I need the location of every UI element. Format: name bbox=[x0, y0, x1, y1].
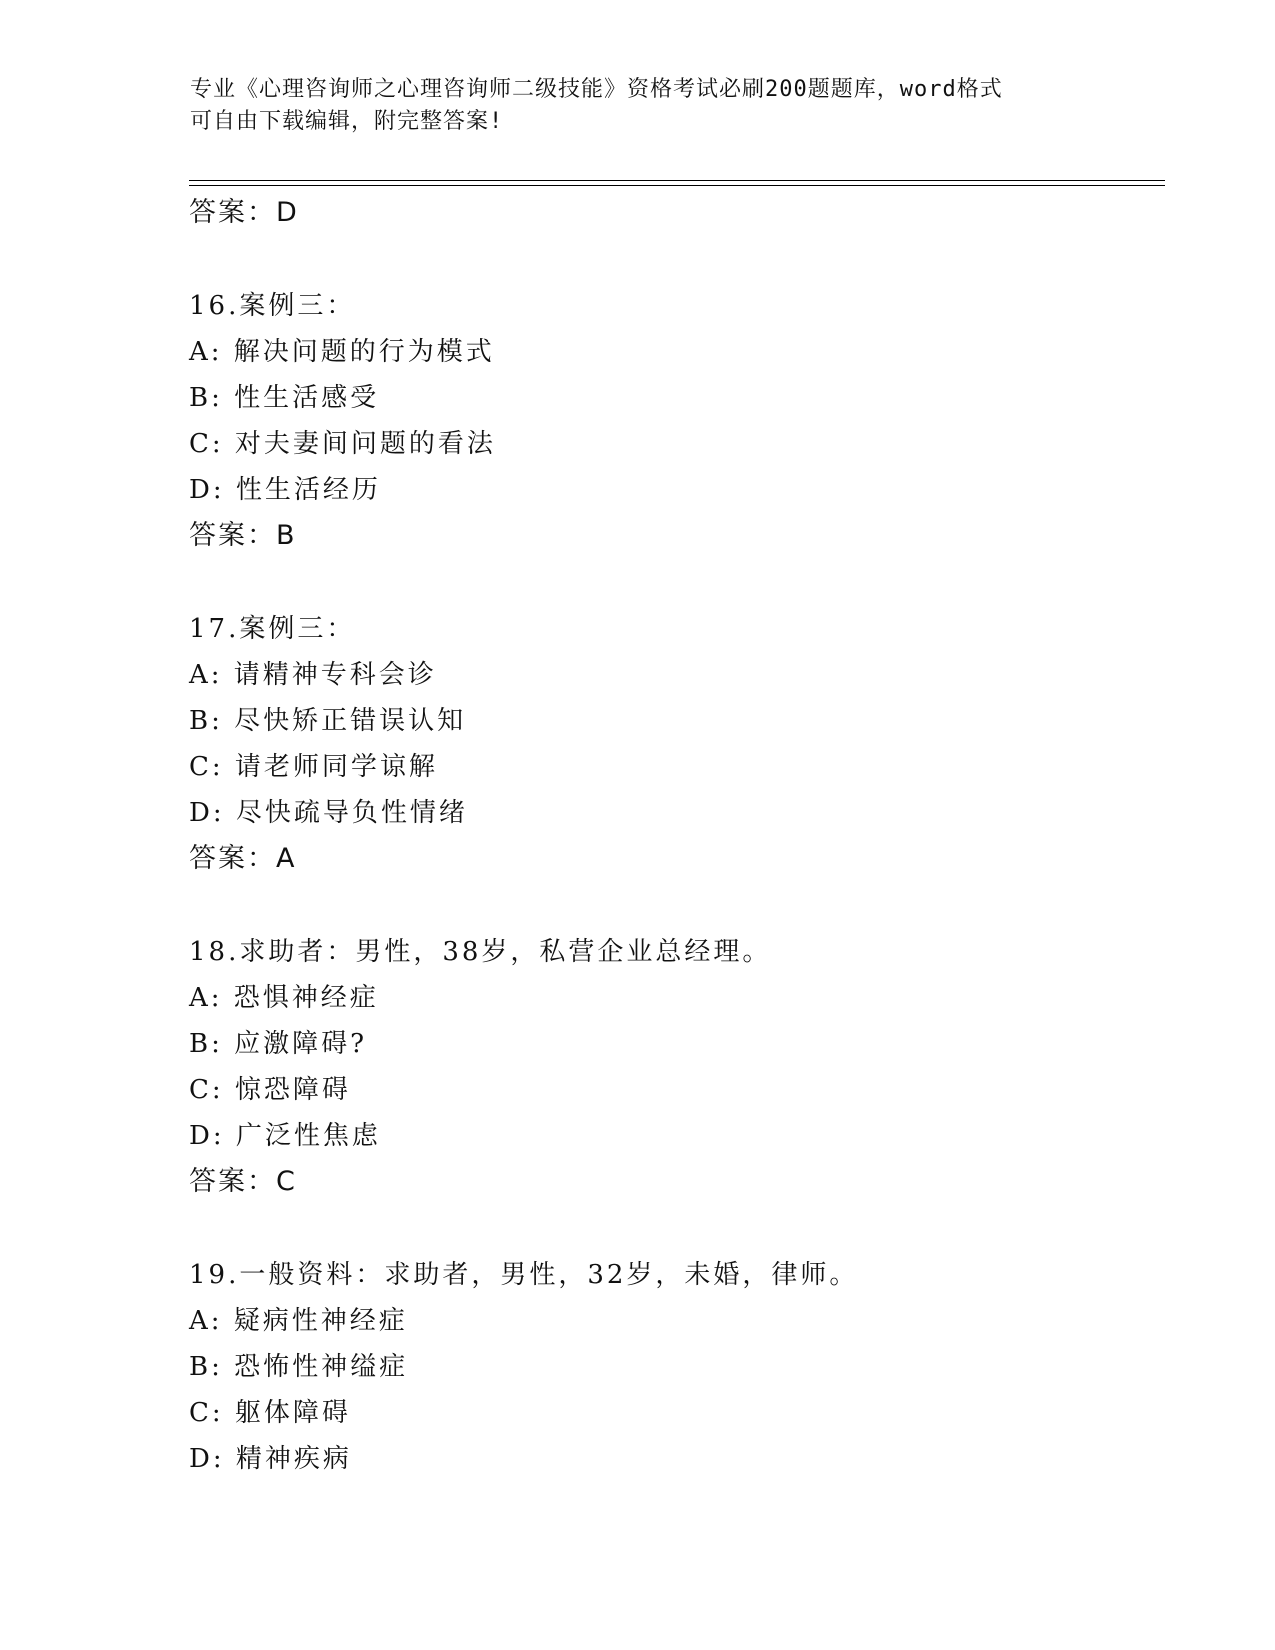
option-c: C: 惊恐障碍 bbox=[189, 1075, 351, 1105]
question-stem: 19.一般资料：求助者，男性，32岁，未婚，律师。 bbox=[189, 1260, 859, 1290]
header-divider-top bbox=[189, 180, 1165, 181]
option-d: D: 广泛性焦虑 bbox=[189, 1121, 381, 1151]
option-a: A: 解决问题的行为模式 bbox=[189, 337, 495, 367]
question-stem: 18.求助者：男性，38岁，私营企业总经理。 bbox=[189, 937, 772, 967]
question-block bbox=[189, 283, 1149, 559]
option-d: D: 性生活经历 bbox=[189, 475, 381, 505]
option-c: C: 对夫妻间问题的看法 bbox=[189, 429, 496, 459]
option-d: D: 尽快疏导负性情绪 bbox=[189, 798, 468, 828]
option-a: A: 请精神专科会诊 bbox=[189, 660, 437, 690]
question-block bbox=[189, 1252, 1149, 1482]
question-list bbox=[189, 190, 1149, 1482]
header-divider-bottom bbox=[189, 185, 1165, 186]
option-c: C: 请老师同学谅解 bbox=[189, 752, 438, 782]
option-d: D: 精神疾病 bbox=[189, 1444, 352, 1474]
answer-line: 答案：A bbox=[189, 843, 297, 874]
question-block bbox=[189, 929, 1149, 1205]
header-line-1: 专业《心理咨询师之心理咨询师二级技能》资格考试必刷200题题库，word格式 bbox=[190, 77, 1003, 102]
question-block bbox=[189, 606, 1149, 882]
answer-line: 答案：B bbox=[189, 520, 297, 551]
answer-line: 答案：C bbox=[189, 1166, 297, 1197]
option-b: B: 恐怖性神缢症 bbox=[189, 1352, 409, 1382]
option-a: A: 疑病性神经症 bbox=[189, 1306, 408, 1336]
option-b: B: 应激障碍? bbox=[189, 1029, 368, 1059]
option-c: C: 躯体障碍 bbox=[189, 1398, 351, 1428]
option-b: B: 尽快矫正错误认知 bbox=[189, 706, 467, 736]
question-stem: 17.案例三： bbox=[189, 614, 356, 644]
option-a: A: 恐惧神经症 bbox=[189, 983, 379, 1013]
option-b: B: 性生活感受 bbox=[189, 383, 380, 413]
document-header bbox=[190, 74, 1090, 138]
answer-line: 答案：D bbox=[189, 197, 299, 228]
question-stem: 16.案例三： bbox=[189, 291, 356, 321]
header-line-2: 可自由下载编辑，附完整答案! bbox=[190, 109, 504, 134]
